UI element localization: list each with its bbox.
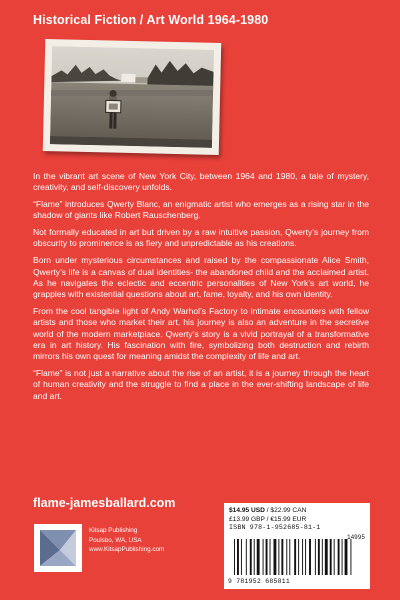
barcode-icon xyxy=(232,539,362,577)
barcode-bar xyxy=(250,539,252,575)
barcode-bar xyxy=(266,539,268,575)
price-barcode-box xyxy=(224,503,370,589)
barcode-bar xyxy=(338,539,340,575)
publisher-website: www.KitsapPublishing.com xyxy=(89,546,165,554)
barcode-bar xyxy=(334,539,335,575)
price-list xyxy=(229,506,306,524)
barcode-bar xyxy=(234,539,235,575)
barcode-bar xyxy=(315,539,316,575)
description-paragraph: From the cool tangible light of Andy Warhol’s Factory to intimate encounters with fellow artists and those who market their art, his journey is also an adventure in the secretive world of the modern marketplace. Qwerty’s story is a vivid portrayal of a transformative era in art history. His fascination with fire, symbolizing both destruction and rebirth mirrors his own quest for meaning amidst the complexity of life and art. xyxy=(33,305,369,362)
barcode-bar xyxy=(309,539,311,575)
description-paragraph: Not formally educated in art but driven by a raw intuitive passion, Qwerty’s journey from obscurity to prominence is as fiery and unpredictable as his creations. xyxy=(33,227,369,249)
book-description xyxy=(33,171,369,407)
boy-holding-frame-photo xyxy=(50,46,214,148)
isbn-number: ISBN 978-1-952685-81-1 xyxy=(229,524,321,531)
price-code: 14995 xyxy=(346,534,365,541)
price-eur: / €15.99 EUR xyxy=(266,516,307,523)
barcode-bar xyxy=(318,539,320,575)
barcode-bar xyxy=(257,539,260,575)
barcode-bar xyxy=(350,539,351,575)
barcode-number: 9 781952 685811 xyxy=(228,578,291,585)
barcode-bar xyxy=(274,539,277,575)
barcode-bar xyxy=(322,539,323,575)
publisher-location: Poulsbo, WA, USA xyxy=(89,536,142,544)
barcode-bar xyxy=(237,539,239,575)
barcode-bar xyxy=(278,539,279,575)
description-paragraph: “Flame” introduces Qwerty Blanc, an enigmatic artist who emerges as a rising star in the shadow of giants like Robert Rauschenberg. xyxy=(33,199,369,221)
barcode-bar xyxy=(281,539,283,575)
publisher-name: Kitsap Publishing xyxy=(89,527,138,534)
description-paragraph: In the vibrant art scene of New York City, between 1964 and 1980, a tale of mystery, creativity, and self-discovery unfolds. xyxy=(33,171,369,193)
barcode-bar xyxy=(254,539,255,575)
price-gbp: £13.99 GBP xyxy=(229,516,265,523)
barcode-bar xyxy=(302,539,303,575)
barcode-bar xyxy=(289,539,290,575)
barcode-bar xyxy=(286,539,287,575)
description-paragraph: “Flame” is not just a narrative about the rise of an artist, it is a journey through the heart of human creativity and the struggle to find a place in the ever-shifting landscape of life and art. xyxy=(33,367,369,401)
barcode-bar xyxy=(325,539,328,575)
barcode-bar xyxy=(330,539,332,575)
barcode-bar xyxy=(305,539,306,575)
price-usd: $14.95 USD xyxy=(229,507,265,514)
barcode-bar xyxy=(246,539,247,575)
barcode-bar xyxy=(270,539,271,575)
price-cad: / $22.99 CAN xyxy=(266,507,307,514)
description-paragraph: Born under mysterious circumstances and raised by the compassionate Alice Smith, Qwerty’s life is a canvas of dual identities- the abandoned child and the acclaimed artist. As he navigates the eclectic and eccentric personalities of New York’s art world, he grapples with existential questions about art, fame, loyalty, and his own identity. xyxy=(33,255,369,300)
website-url: flame-jamesballard.com xyxy=(33,496,176,510)
barcode-bar xyxy=(342,539,343,575)
barcode-bar xyxy=(345,539,348,575)
barcode-bar xyxy=(298,539,299,575)
publisher-logo-icon xyxy=(34,524,82,572)
publisher-block xyxy=(34,524,184,584)
barcode-bar xyxy=(241,539,242,575)
barcode-bar xyxy=(263,539,264,575)
barcode-bar xyxy=(294,539,296,575)
vintage-photograph xyxy=(43,39,221,155)
genre-heading: Historical Fiction / Art World 1964-1980 xyxy=(33,13,269,27)
